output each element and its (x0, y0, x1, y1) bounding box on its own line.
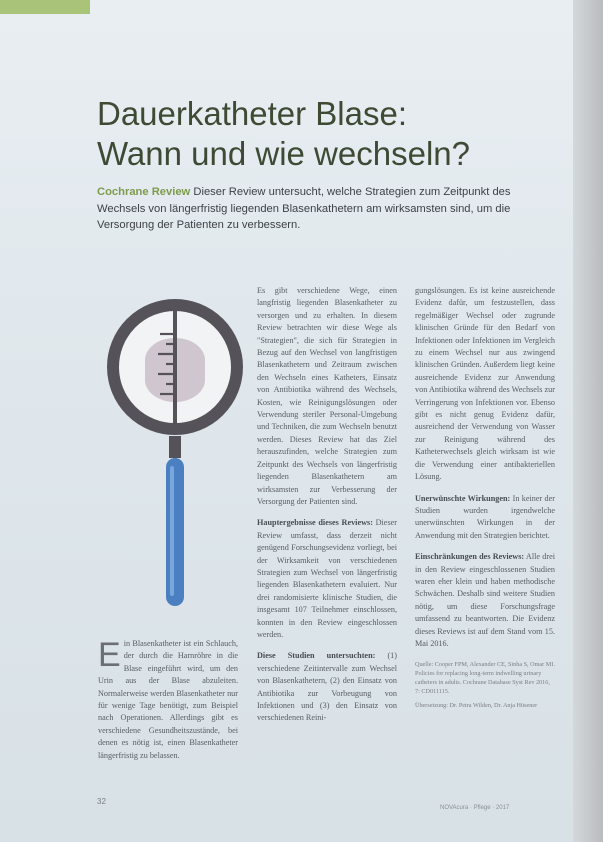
drop-cap: E (98, 636, 121, 674)
article-title (97, 94, 537, 174)
paragraph-heading: Hauptergebnisse dieses Reviews: (257, 518, 373, 528)
text-column-1 (98, 638, 238, 771)
body-paragraph (415, 551, 555, 650)
body-paragraph (415, 493, 555, 543)
page-number: 32 (97, 797, 106, 806)
source-citation: Quelle: Cooper FPM, Alexander CE, Sinha S, Omar MI. Policies for replacing long-term indwelling urinary catheters in adults. Cochrane Database Syst Rev 2016, 7: CD011115. (415, 661, 555, 696)
paragraph-heading: Einschränkungen des Reviews: (415, 552, 525, 562)
article-title-line2: Wann und wie wechseln? (97, 135, 470, 172)
references (415, 660, 555, 710)
body-paragraph: Es gibt verschiedene Wege, einen langfristig liegenden Blasenkatheter zu versorgen und zu erhalten. In diesem Review betrachten wir diese Wege als "Strategien", die sich für Strategien in Bezug auf den Wechsel von langfristigen Blasenkathetern und Zeitraum zwischen den Wechseln eines Katheters, Einsatz von Antibiotika während des Wechsels, Kosten, wie Reinigungslösungen oder Verwendung steriler Personal-Umgebung und Techniken, die zum Wechseln benutzt werden. Dieses Review hat das Ziel herauszufinden, welche Strategien zum Zeitpunkt des Wechsels von längerfristig liegenden Blasenkathetern am wirksamsten zur Verbesserung der Versorgung der Patienten sind. (257, 286, 397, 506)
magnifying-glass-with-catheter-scale-icon (100, 292, 250, 612)
section-color-tab (0, 0, 90, 14)
page-gutter (573, 0, 603, 842)
intro-text: in Blasenkatheter ist ein Schlauch, der durch die Harnröhre in die Blase eingeführt wird, um den Urin aus der Blase abzuleiten. Normalerweise werden Blasenkatheter nur für wenige Tage benötigt, zum Beispiel nach Operationen. Allerdings gibt es verschiedene Gesundheitszustände, bei denen es nötig ist, einen Blasenkatheter längerfristig zu belassen. (98, 639, 238, 760)
paragraph-text: (1) verschiedene Zeitintervalle zum Wechsel von Blasenkathetern, (2) den Einsatz von Antibiotika zur Vorbeugung von Infektionen und (3) den Einsatz von verschiedenen Reini- (257, 651, 397, 723)
body-paragraph (257, 650, 397, 724)
intro-paragraph (98, 638, 238, 762)
body-paragraph: gungslösungen. Es ist keine ausreichende Evidenz dafür, um festzustellen, dass regelmäßiger Wechsel oder zugrunde klinischen Gründe für den Bedarf von Infektionen oder Infektionen im Vergleich zu einem Wechsel nur aus zwingend klinischen Gründen. Außerdem liegt keine ausreichende Evidenz zur Anwendung von Antibiotika während des Wechsels zur Verringerung von Infektionen vor. Ebenso gibt es nicht genug Evidenz dafür, ausreichend der Verwendung von Wasser zur Reinigung während des Katheterwechsels gleich wirksam ist wie die Verwendung einer antibakteriellen Lösung. (415, 286, 555, 482)
paragraph-heading: Diese Studien untersuchten: (257, 651, 376, 661)
article-lead (97, 184, 552, 234)
text-column-3 (415, 285, 555, 715)
translation-credit: Übersetzung: Dr. Petra Wilden, Dr. Anja Hüsener (415, 702, 538, 710)
lead-text: Dieser Review untersucht, welche Strategien zum Zeitpunkt des Wechsels von längerfristig liegenden Blasenkathetern am wirksamsten sind, um die Versorgung der Patienten zu verbessern. (97, 186, 511, 231)
paragraph-heading: Unerwünschte Wirkungen: (415, 493, 511, 503)
lead-kicker: Cochrane Review (97, 186, 191, 198)
paragraph-text: Dieser Review umfasst, dass derzeit nicht genügend Forschungsevidenz vorliegt, bei der Wirksamkeit von verschiedenen Strategien zum Wechsel von längerfristig liegenden Blasenkathetern evaluiert. Nur drei randomisierte klinische Studien, die insgesamt 107 Teilnehmer einschlossen, konnten in den Review eingeschlossen werden. (257, 518, 397, 639)
body-paragraph (257, 517, 397, 641)
paragraph-text: In keiner der Studien wurden irgendwelche unerwünschten Wirkungen in der Anwendung mit den Strategien berichtet. (415, 493, 555, 540)
paragraph-text: Alle drei in den Review eingeschlossenen Studien waren eher klein und haben methodische Schwächen. Deshalb sind weitere Studien nötig, um diese Forschungsfrage umfassend zu beantworten. Die Evidenz dieses Reviews ist auf dem Stand vom 15. Mai 2016. (415, 552, 556, 648)
text-column-2 (257, 285, 397, 734)
article-title-line1: Dauerkatheter Blase: (97, 95, 408, 132)
page-footer: NOVAcura · Pflege · 2017 (440, 805, 510, 811)
